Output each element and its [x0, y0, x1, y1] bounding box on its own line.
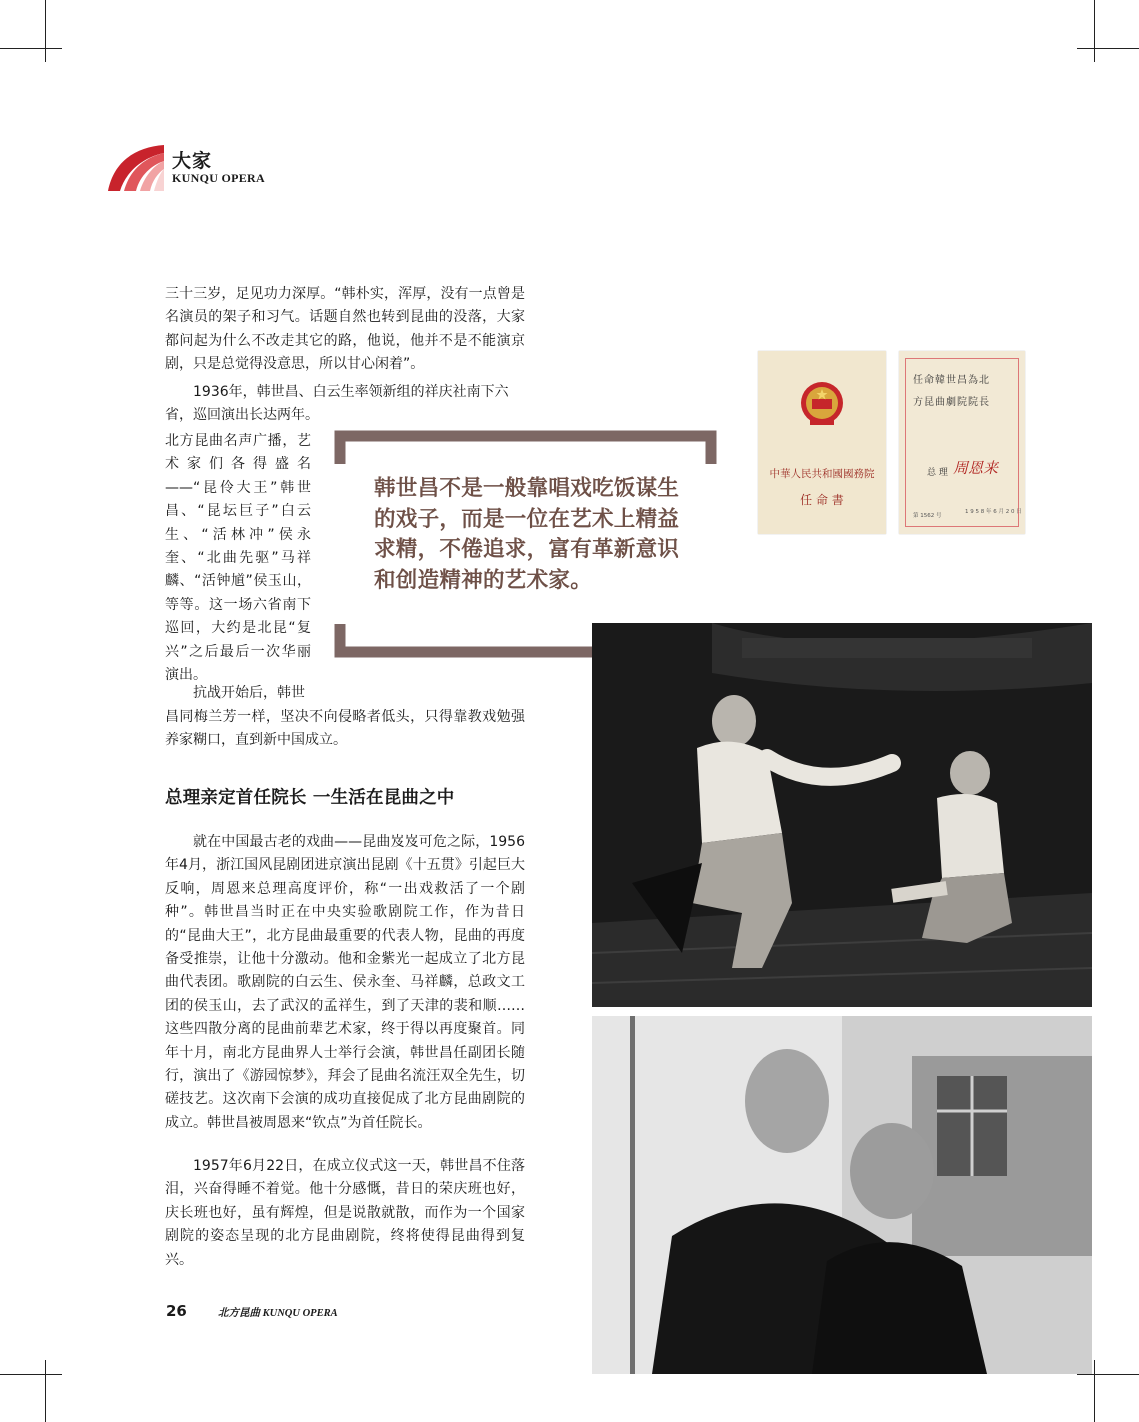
section-subtitle: KUNQU OPERA — [172, 171, 265, 185]
crop-mark — [45, 1360, 46, 1422]
appointment-certificate-page — [899, 351, 1025, 534]
paragraph-1: 三十三岁，足见功力深厚。“韩朴实，浑厚，没有一点曾是名演员的架子和习气。话题自然也转到昆曲的没落，大家都问起为什么不改走其它的路，他说，他并不是不能演京剧，只是总觉得没意思，所以甘心闲着”。 — [165, 286, 525, 373]
paragraph-2-line1: 1936年，韩世昌、白云生率领新组的祥庆社南下六 — [193, 384, 509, 400]
crop-mark — [1094, 0, 1095, 62]
certificate-line-2: 方昆曲劇院院長 — [913, 397, 990, 408]
crop-mark — [0, 1374, 62, 1375]
premier-signature: 周恩来 — [953, 459, 999, 477]
crop-mark — [1094, 1360, 1095, 1422]
appointment-certificate-cover — [758, 351, 886, 534]
pull-quote-text: 韩世昌不是一般靠唱戏吃饭谋生的戏子，而是一位在艺术上精益求精，不倦追求，富有革新意识和创造精神的艺术家。 — [374, 476, 680, 593]
portrait-photo — [592, 1016, 1092, 1374]
paragraph-2-narrow: 北方昆曲名声广播，艺术家们各得盛名——“昆伶大王”韩世昌、“昆坛巨子”白云生、“活林冲”侯永奎、“北曲先驱”马祥麟、“活钟馗”侯玉山，等等。这一场六省南下巡回，大约是北昆“复兴”之后最后一次华丽演出。 — [165, 433, 311, 684]
certificate-issuer: 中華人民共和國國務院 — [769, 468, 875, 480]
crop-mark — [1077, 1374, 1139, 1375]
paragraph-5: 1957年6月22日，在成立仪式这一天，韩世昌不住落泪，兴奋得睡不着觉。他十分感慨，昔日的荣庆班也好，庆长班也好，虽有辉煌，但是说散就散，而作为一个国家剧院的姿态呈现的北方昆曲剧院，终将使得昆曲得到复兴。 — [165, 1158, 525, 1268]
premier-label: 总 理 — [927, 468, 948, 478]
section-heading: 总理亲定首任院长 一生活在昆曲之中 — [165, 788, 455, 808]
magazine-name: 北方昆曲 KUNQU OPERA — [218, 1308, 338, 1319]
crop-mark — [45, 0, 46, 62]
paragraph-3-rest: 昌同梅兰芳一样，坚决不向侵略者低头，只得靠教戏勉强养家糊口，直到新中国成立。 — [165, 709, 525, 749]
certificate-line-1: 任命韓世昌為北 — [913, 375, 990, 386]
national-emblem-icon — [798, 379, 846, 429]
certificate-number: 第 1562 号 — [913, 513, 942, 519]
section-title: 大家 — [172, 150, 213, 172]
certificate-title: 任 命 書 — [800, 493, 844, 507]
paragraph-3-line1: 抗战开始后，韩世 — [193, 685, 305, 701]
crop-mark — [0, 48, 62, 49]
paragraph-2-line2: 省，巡回演出长达两年。 — [165, 407, 319, 423]
section-logo-icon — [106, 143, 166, 193]
certificate-date: 1 9 5 8 年 6 月 2 0 日 — [965, 509, 1022, 515]
page-number: 26 — [166, 1302, 187, 1320]
crop-mark — [1077, 48, 1139, 49]
paragraph-4: 就在中国最古老的戏曲——昆曲岌岌可危之际，1956年4月，浙江国风昆剧团进京演出昆剧《十五贯》引起巨大反响，周恩来总理高度评价，称“一出戏救活了一个剧种”。韩世昌当时正在中央实验歌剧院工作，作为昔日的“昆曲大王”，北方昆曲最重要的代表人物，昆曲的再度备受推崇，让他十分激动。他和金紫光一起成立了北方昆曲代表团。歌剧院的白云生、侯永奎、马祥麟，总政文工团的侯玉山，去了武汉的孟祥生，到了天津的裴和顺……这些四散分离的昆曲前辈艺术家，终于得以再度聚首。同年十月，南北方昆曲界人士举行会演，韩世昌任副团长随行，演出了《游园惊梦》，拜会了昆曲名流汪双全先生，切磋技艺。这次南下会演的成功直接促成了北方昆曲剧院的成立。韩世昌被周恩来“钦点”为首任院长。 — [165, 834, 525, 1131]
performance-photo — [592, 623, 1092, 1007]
